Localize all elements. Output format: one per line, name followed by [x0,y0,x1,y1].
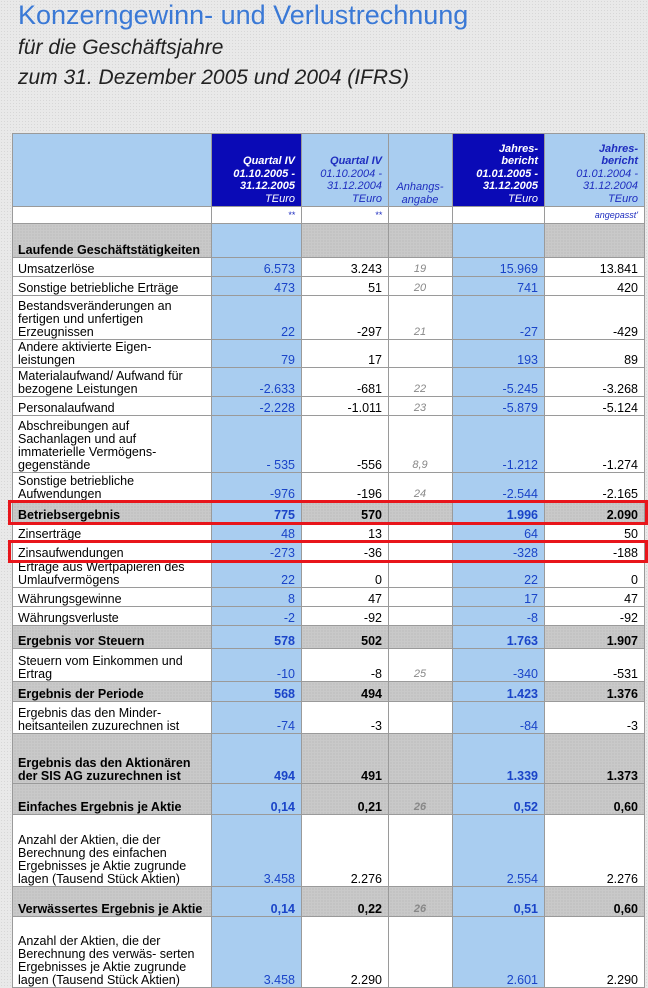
cell-jb-2005: -340 [453,649,545,682]
row-label: Verwässertes Ergebnis je Aktie [13,887,212,917]
table-row [13,682,645,702]
table-row [13,368,645,397]
table-row [13,815,645,887]
cell-q4-2005: 0,14 [212,784,302,815]
row-label: Bestandsveränderungen an fertigen und unfertigen Erzeugnissen [13,296,212,340]
cell-anhang [389,607,453,626]
cell-jb-2004: 1.373 [545,734,645,784]
cell-anhang: 25 [389,649,453,682]
cell-anhang [389,340,453,368]
row-label: Zinserträge [13,523,212,542]
cell-jb-2004: -531 [545,649,645,682]
page-title: Konzerngewinn- und Verlustrechnung [18,0,469,30]
cell-q4-2005: 568 [212,682,302,702]
row-label: Betriebsergebnis [13,502,212,523]
subheader-q4-2005: ** [212,207,302,224]
header-anhang-line1: Anhangs- [396,181,444,193]
row-label: Währungsgewinne [13,588,212,607]
cell-q4-2004: -1.011 [302,397,389,416]
cell-anhang: 26 [389,887,453,917]
row-label: Personalaufwand [13,397,212,416]
header-q4-2005 [212,134,302,207]
cell-jb-2004: 2.290 [545,917,645,988]
table-row [13,224,645,258]
cell-q4-2004: -3 [302,702,389,734]
cell-jb-2005: 17 [453,588,545,607]
cell-anhang [389,626,453,649]
cell-jb-2005: 2.554 [453,815,545,887]
cell-q4-2004: 47 [302,588,389,607]
cell-anhang [389,561,453,588]
cell-anhang [389,224,453,258]
table-row [13,542,645,561]
cell-jb-2005: 1.763 [453,626,545,649]
cell-jb-2004: 13.841 [545,258,645,277]
cell-jb-2005: -2.544 [453,473,545,502]
subheader-label [13,207,212,224]
table-row [13,277,645,296]
row-label: Sonstige betriebliche Erträge [13,277,212,296]
cell-q4-2005: -976 [212,473,302,502]
header-jb-2004-title1: Jahres- [598,142,638,155]
table-row [13,607,645,626]
cell-q4-2004: 2.290 [302,917,389,988]
header-row [13,134,645,207]
table-row [13,473,645,502]
header-q4-2004-unit: TEuro [352,192,382,205]
cell-q4-2004: 502 [302,626,389,649]
row-label: Erträge aus Wertpapieren des Umlaufvermögens [13,561,212,588]
cell-q4-2005: 473 [212,277,302,296]
cell-jb-2004: 2.090 [545,502,645,523]
cell-jb-2004: 50 [545,523,645,542]
header-q4-2004 [302,134,389,207]
cell-q4-2004: 570 [302,502,389,523]
cell-jb-2004: 89 [545,340,645,368]
cell-q4-2004: -92 [302,607,389,626]
cell-jb-2004: 0,60 [545,784,645,815]
cell-jb-2004: 0,60 [545,887,645,917]
header-jb-2004 [545,134,645,207]
cell-q4-2005: -2.633 [212,368,302,397]
cell-jb-2005: -84 [453,702,545,734]
cell-q4-2005: -2.228 [212,397,302,416]
table-row [13,397,645,416]
cell-q4-2005: 775 [212,502,302,523]
header-label-cell [13,134,212,207]
cell-q4-2004: 13 [302,523,389,542]
table-row [13,917,645,988]
row-label: Steuern vom Einkommen und Ertrag [13,649,212,682]
table-row [13,784,645,815]
cell-q4-2004: 2.276 [302,815,389,887]
cell-q4-2004: 0 [302,561,389,588]
table-row [13,561,645,588]
cell-anhang [389,917,453,988]
cell-anhang [389,682,453,702]
cell-q4-2005: 6.573 [212,258,302,277]
cell-anhang: 20 [389,277,453,296]
cell-q4-2004: -681 [302,368,389,397]
row-label: Einfaches Ergebnis je Aktie [13,784,212,815]
row-label: Währungsverluste [13,607,212,626]
cell-jb-2005: -328 [453,542,545,561]
cell-jb-2004: -1.274 [545,416,645,473]
cell-q4-2004: -8 [302,649,389,682]
cell-anhang: 21 [389,296,453,340]
header-jb-2005-from: 01.01.2005 - [476,167,538,180]
cell-q4-2005: -2 [212,607,302,626]
header-jb-2004-to: 31.12.2004 [582,180,638,192]
table-row [13,626,645,649]
cell-q4-2005: 22 [212,561,302,588]
subheader-anhang [389,207,453,224]
header-q4-2005-from: 01.10.2005 - [233,167,295,180]
cell-jb-2005: 22 [453,561,545,588]
cell-jb-2004: -5.124 [545,397,645,416]
cell-anhang: 22 [389,368,453,397]
page-subtitle-1: für die Geschäftsjahre [18,36,224,59]
cell-anhang: 19 [389,258,453,277]
header-jb-2005-title1: Jahres- [498,142,538,155]
cell-q4-2005: 3.458 [212,917,302,988]
cell-jb-2004: 1.907 [545,626,645,649]
table-row [13,416,645,473]
income-statement-table [12,133,645,988]
cell-jb-2005: -27 [453,296,545,340]
table-row [13,887,645,917]
cell-jb-2005: 1.996 [453,502,545,523]
cell-anhang: 26 [389,784,453,815]
table-row [13,340,645,368]
subheader-jb-2004: angepasst' [545,207,645,224]
cell-q4-2005: -74 [212,702,302,734]
cell-anhang [389,734,453,784]
cell-jb-2005: 2.601 [453,917,545,988]
cell-q4-2005: 494 [212,734,302,784]
cell-jb-2005: 741 [453,277,545,296]
header-jb-2005 [453,134,545,207]
cell-jb-2004: -429 [545,296,645,340]
header-jb-2004-title2: bericht [601,155,638,167]
cell-q4-2004: -297 [302,296,389,340]
header-jb-2004-from: 01.01.2004 - [576,167,638,180]
cell-jb-2004: -92 [545,607,645,626]
cell-q4-2004: 0,22 [302,887,389,917]
cell-jb-2004: 47 [545,588,645,607]
cell-anhang: 24 [389,473,453,502]
header-jb-2005-unit: TEuro [508,192,538,205]
cell-q4-2004: 17 [302,340,389,368]
row-label: Anzahl der Aktien, die der Berechnung des verwäs- serten Ergebnisses je Aktie zugrunde lagen (Tausend Stück Aktien) [13,917,212,988]
header-q4-2005-to: 31.12.2005 [239,180,295,192]
cell-q4-2005: - 535 [212,416,302,473]
cell-q4-2004: 0,21 [302,784,389,815]
cell-jb-2004: -188 [545,542,645,561]
row-label: Ergebnis vor Steuern [13,626,212,649]
cell-jb-2004: 420 [545,277,645,296]
cell-q4-2004: -556 [302,416,389,473]
cell-anhang [389,523,453,542]
table-row [13,258,645,277]
row-label: Zinsaufwendungen [13,542,212,561]
cell-jb-2005: 0,52 [453,784,545,815]
cell-q4-2005: 3.458 [212,815,302,887]
subheader-jb-2005 [453,207,545,224]
cell-jb-2005: -1.212 [453,416,545,473]
table-row [13,702,645,734]
cell-q4-2005: 0,14 [212,887,302,917]
subheader-row [13,207,645,224]
cell-q4-2005: 578 [212,626,302,649]
subheader-q4-2004: ** [302,207,389,224]
header-q4-2005-unit: TEuro [265,192,295,205]
row-label: Ergebnis das den Aktionären der SIS AG zuzurechnen ist [13,734,212,784]
header-q4-2004-from: 01.10.2004 - [320,167,382,180]
row-label: Materialaufwand/ Aufwand für bezogene Leistungen [13,368,212,397]
cell-jb-2005: 15.969 [453,258,545,277]
cell-jb-2005: 1.339 [453,734,545,784]
table-row [13,734,645,784]
cell-jb-2004: 0 [545,561,645,588]
cell-q4-2004 [302,224,389,258]
cell-q4-2005: 22 [212,296,302,340]
row-label: Anzahl der Aktien, die der Berechnung des einfachen Ergebnisses je Aktie zugrunde lagen (Tausend Stück Aktien) [13,815,212,887]
cell-jb-2005: 1.423 [453,682,545,702]
cell-anhang [389,702,453,734]
cell-anhang [389,542,453,561]
cell-jb-2004: 2.276 [545,815,645,887]
cell-anhang: 23 [389,397,453,416]
header-q4-2004-title: Quartal IV [330,155,382,167]
table-row [13,502,645,523]
table-row [13,523,645,542]
header-jb-2004-unit: TEuro [608,192,638,205]
row-label: Ergebnis der Periode [13,682,212,702]
cell-jb-2004 [545,224,645,258]
cell-jb-2004: -3.268 [545,368,645,397]
page-subtitle-2: zum 31. Dezember 2005 und 2004 (IFRS) [18,66,410,89]
row-label: Sonstige betriebliche Aufwendungen [13,473,212,502]
row-label: Laufende Geschäftstätigkeiten [13,224,212,258]
cell-anhang [389,815,453,887]
row-label: Umsatzerlöse [13,258,212,277]
header-anhang-line2: angabe [401,193,439,206]
cell-jb-2005: 64 [453,523,545,542]
income-statement-sheet [12,133,644,988]
cell-q4-2005: 48 [212,523,302,542]
cell-jb-2005 [453,224,545,258]
row-label: Abschreibungen auf Sachanlagen und auf immaterielle Vermögens- gegenstände [13,416,212,473]
cell-jb-2004: 1.376 [545,682,645,702]
row-label: Ergebnis das den Minder- heitsanteilen zuzurechnen ist [13,702,212,734]
cell-q4-2005: -273 [212,542,302,561]
cell-q4-2005: 79 [212,340,302,368]
cell-anhang [389,502,453,523]
table-row [13,649,645,682]
cell-jb-2005: 193 [453,340,545,368]
cell-jb-2005: -5.879 [453,397,545,416]
cell-q4-2004: 491 [302,734,389,784]
header-q4-2005-title: Quartal IV [243,155,295,167]
cell-anhang: 8,9 [389,416,453,473]
cell-q4-2004: 494 [302,682,389,702]
cell-jb-2005: -8 [453,607,545,626]
table-row [13,296,645,340]
cell-q4-2004: 51 [302,277,389,296]
cell-q4-2004: 3.243 [302,258,389,277]
header-q4-2004-to: 31.12.2004 [326,180,382,192]
cell-q4-2004: -36 [302,542,389,561]
header-jb-2005-to: 31.12.2005 [482,180,538,192]
cell-q4-2005 [212,224,302,258]
cell-jb-2004: -3 [545,702,645,734]
header-anhang [389,134,453,207]
cell-anhang [389,588,453,607]
cell-jb-2005: -5.245 [453,368,545,397]
cell-jb-2005: 0,51 [453,887,545,917]
cell-q4-2005: 8 [212,588,302,607]
cell-q4-2004: -196 [302,473,389,502]
cell-q4-2005: -10 [212,649,302,682]
header-jb-2005-title2: bericht [501,155,538,167]
row-label: Andere aktivierte Eigen- leistungen [13,340,212,368]
cell-jb-2004: -2.165 [545,473,645,502]
table-row [13,588,645,607]
